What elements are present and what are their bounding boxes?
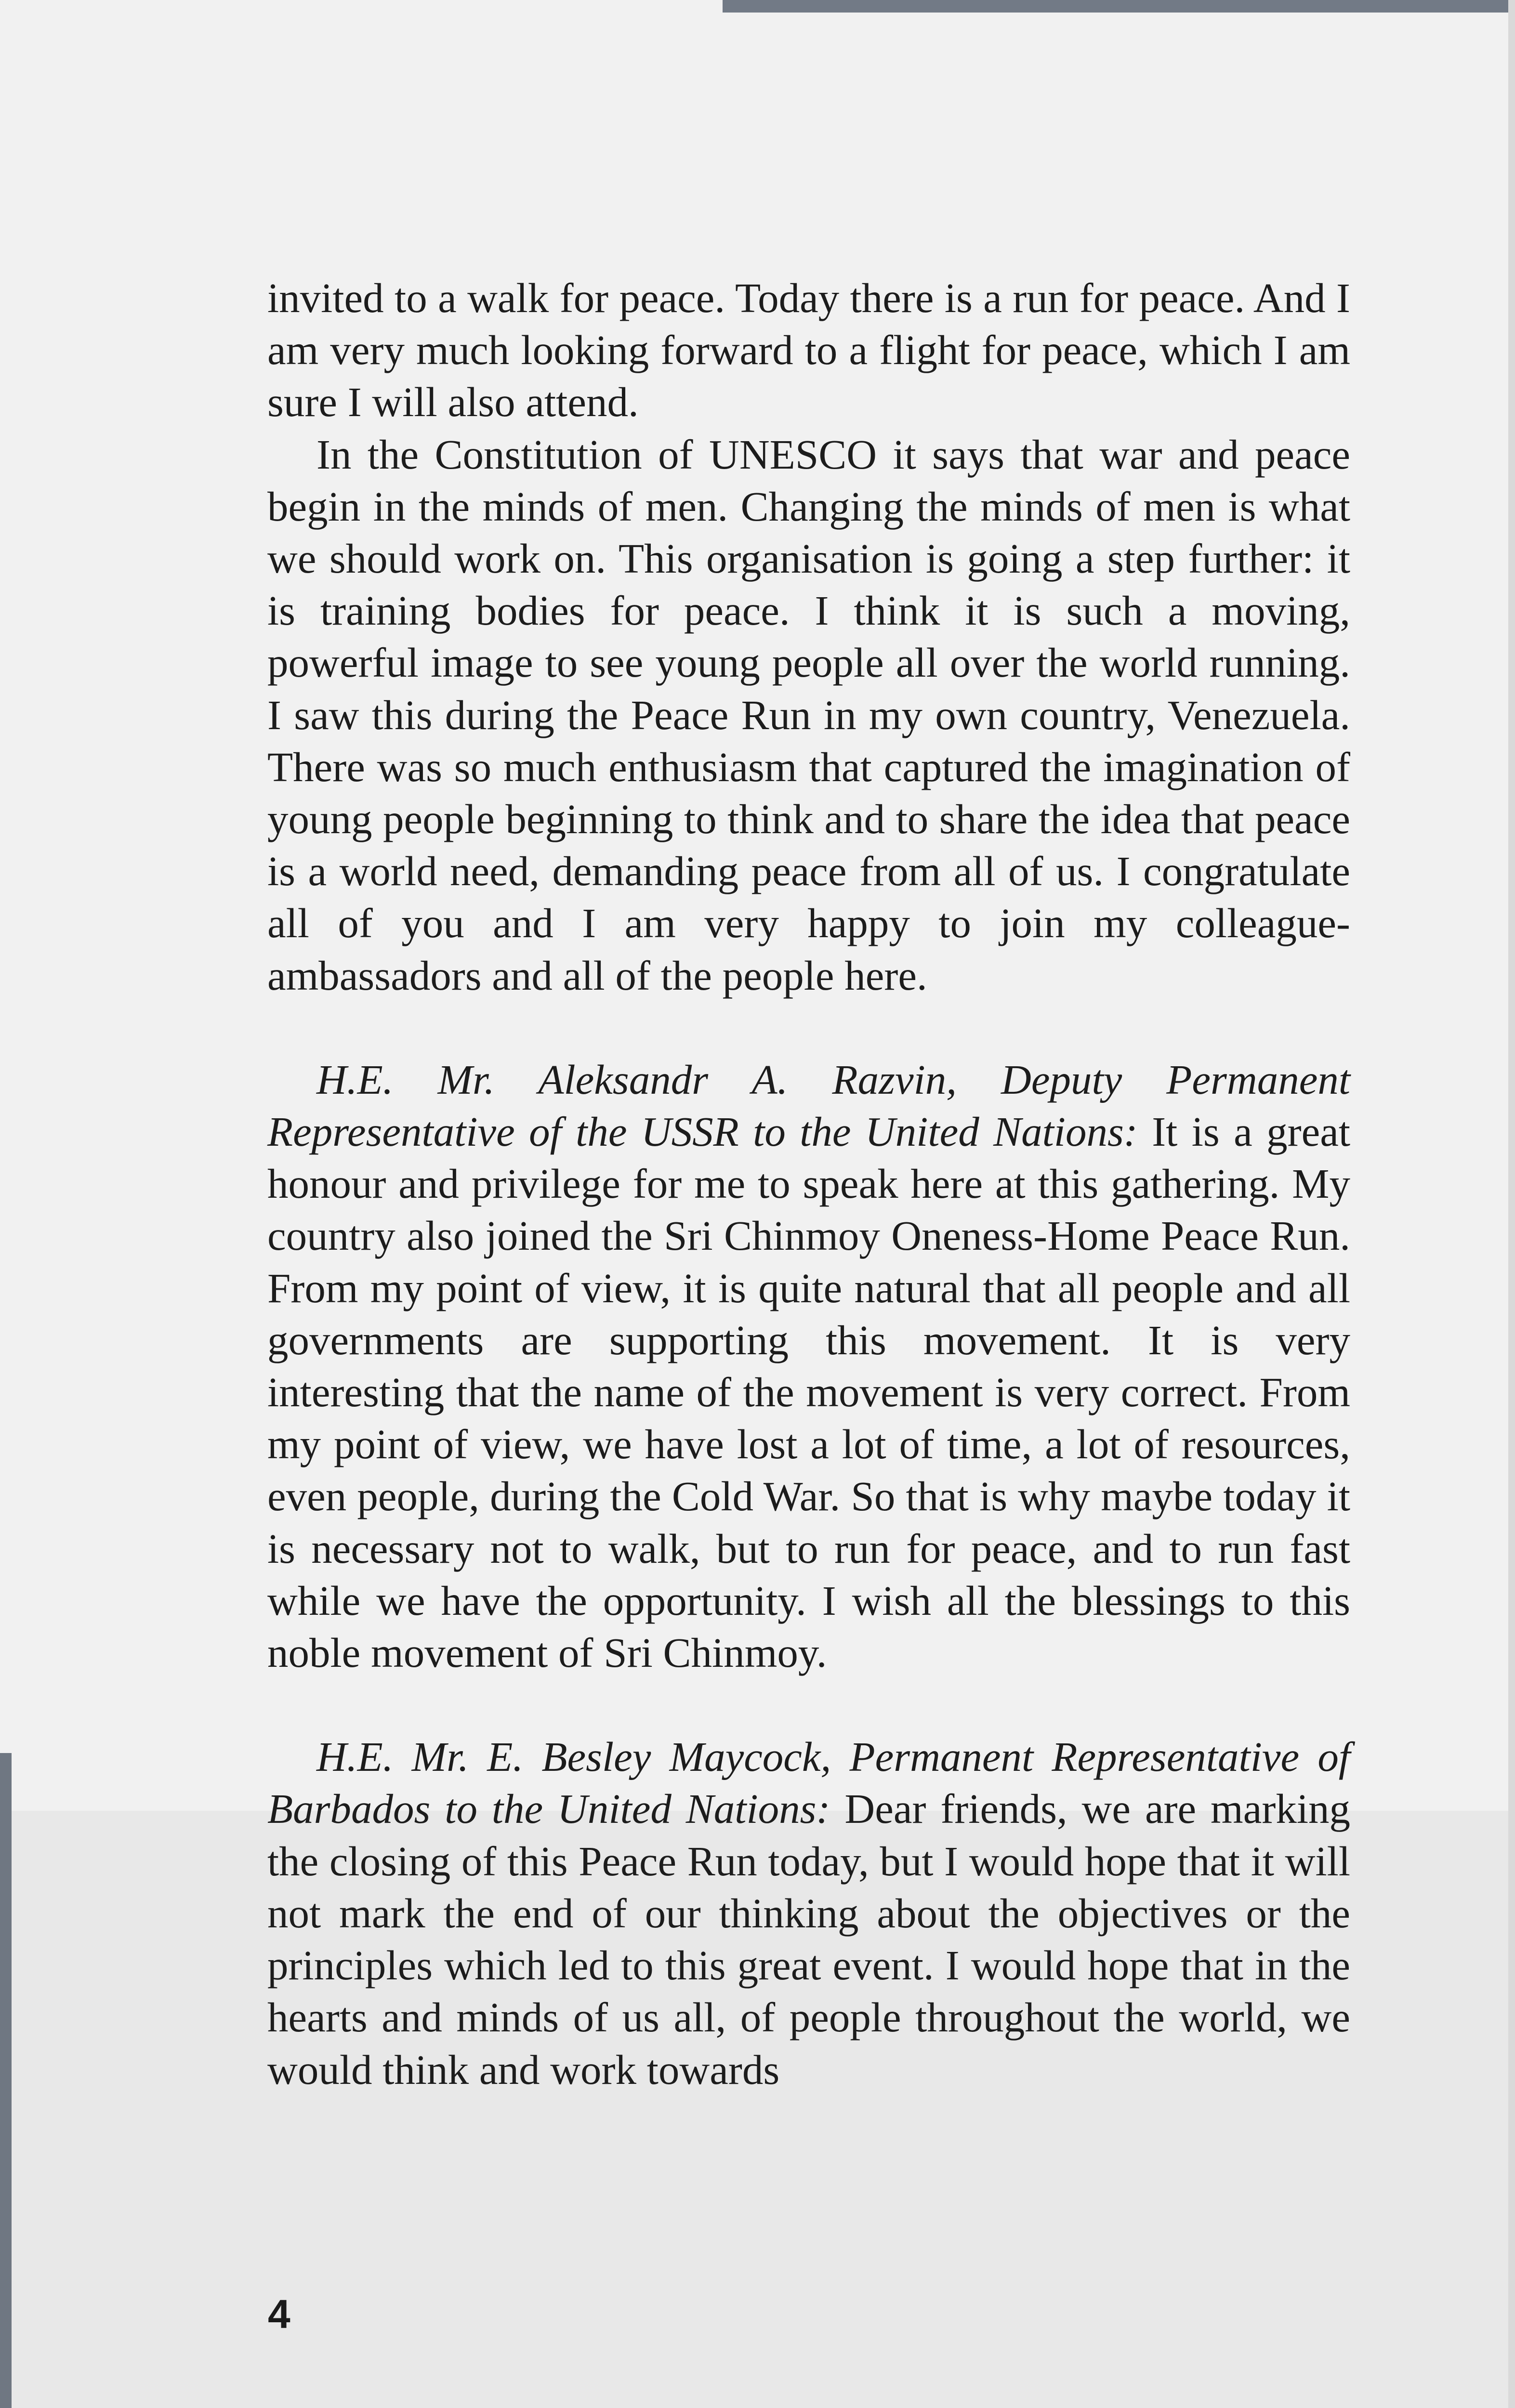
speech-maycock: [267, 1731, 1350, 2095]
paragraph-continuation: [267, 272, 1350, 429]
speech-text: Dear friends, we are marking the closing of this Peace Run today, but I would hope that it will not mark the end of our thinking about the objectives or the principles which led to this great event. I would hope that in the hearts and minds of us all, of people throughout the world, we would think and work towards: [267, 1785, 1350, 2093]
scan-top-edge: [723, 0, 1515, 13]
paragraph-unesco: [267, 429, 1350, 1002]
speaker-name: H.E. Mr. Aleksandr A. Razvin, Deputy Permanent Representative of the USSR to the United Nations:: [267, 1056, 1350, 1155]
speaker-name: H.E. Mr. E. Besley Maycock, Permanent Representative of Barbados to the United Nations:: [267, 1733, 1350, 1832]
paragraph-text: invited to a walk for peace. Today there is a run for peace. And I am very much looking forward to a flight for peace, which I am sure I will also attend.: [267, 275, 1350, 426]
scan-right-edge: [1508, 0, 1515, 2408]
speech-razvin: [267, 1054, 1350, 1679]
speech-text: It is a great honour and privilege for me to speak here at this gathering. My country also joined the Sri Chinmoy Oneness-Home Peace Run. From my point of view, it is quite natural that all people and all governments are supporting this movement. It is very interesting that the name of the movement is very correct. From my point of view, we have lost a lot of time, a lot of resources, even people, during the Cold War. So that is why maybe today it is necessary not to walk, but to run for peace, and to run fast while we have the opportunity. I wish all the blessings to this noble movement of Sri Chinmoy.: [267, 1108, 1351, 1676]
scan-left-edge: [0, 1753, 12, 2408]
body-text: [267, 272, 1350, 2096]
paragraph-text: In the Constitution of UNESCO it says that war and peace begin in the minds of men. Changing the minds of men is what we should work on. This organisation is going a step further: it is training bodies for peace. I think it is such a moving, powerful image to see young people all over the world running. I saw this during the Peace Run in my own country, Venezuela. There was so much enthusiasm that captured the imagination of young people beginning to think and to share the idea that peace is a world need, demanding peace from all of us. I congratulate all of you and I am very happy to join my colleague-ambassadors and all of the people here.: [267, 431, 1350, 999]
page-number: 4: [268, 2291, 290, 2337]
